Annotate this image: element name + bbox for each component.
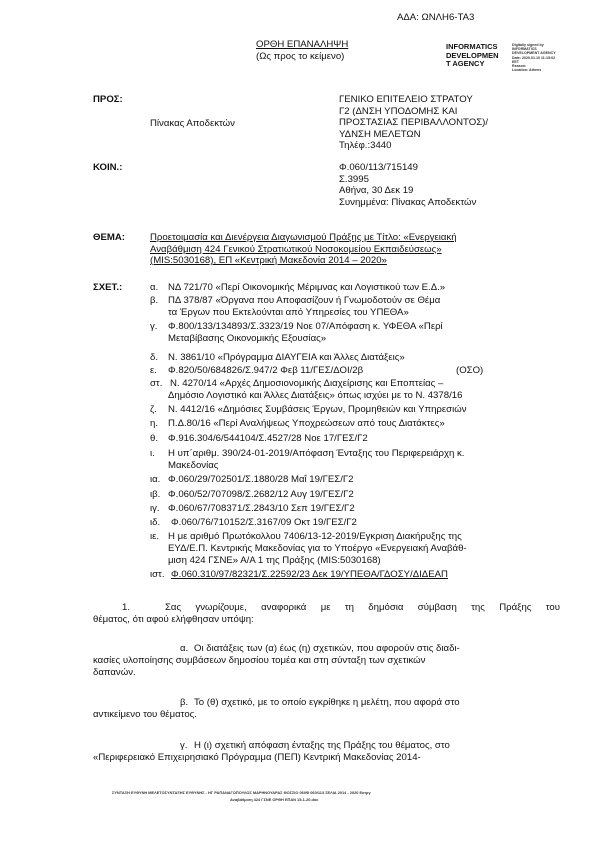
reference-text: Φ.060/29/702501/Σ.1880/28 Μαΐ 19/ΓΕΣ/Γ2 (168, 474, 354, 485)
signature-line: EET (512, 59, 519, 64)
pros-label: ΠΡΟΣ: (93, 94, 123, 105)
reference-letter: δ. (150, 352, 159, 363)
paragraph-line: «Περιφερειακό Επιχειρησιακό Πρόγραμμα (ΠΕΠ) Κεντρική Μακεδονίας 2014- (93, 752, 421, 763)
document-date: Αθήνα, 30 Δεκ 19 (339, 185, 414, 196)
signature-line: Date: 2020.01.10 11:15:02 (512, 55, 556, 60)
reference-text: Φ.060.310/97/82321/Σ.22592/23 Δεκ 19/ΥΠΕΘΑ/ΓΔΟΣΥ/ΔΙΔΕΑΠ (171, 569, 448, 580)
footer-line: ΣΥΝΤΑΞΗ ΕΥΘΥΝΗ ΜΕΛΕΤΟΣΥΝΤΑΞΗΣ ΕΥΘΥΝΗΣ - ΗΓ ΡΑΠΑΝΑΓΟΠΟΥΛΟΣ ΜΑΡΗΝΟΥΑΡΑΣ ΘΟΣΣΙΟ 060Φ 060/113 ΣΕΛΙΑ 2014 - 2020 Εκτργ (112, 790, 371, 795)
logo-line: DEVELOPMEN (446, 50, 499, 60)
logo-line: T AGENCY (446, 59, 485, 68)
koin-label: ΚΟΙΝ.: (93, 162, 123, 173)
reference-letter: ιε. (150, 531, 160, 542)
reference-letter: γ. (150, 321, 158, 332)
signature-line: Reason: (512, 64, 527, 69)
reference-text: Φ.916.304/6/544104/Σ.4527/28 Νοε 17/ΓΕΣ/Γ2 (168, 433, 368, 444)
signature-line: INFORMATICS (512, 47, 537, 52)
paragraph-line: κασίες υλοποίησης συμβάσεων δημοσίου τομέα και στη σύνταξη των σχετικών (93, 655, 426, 666)
sender-line: ΓΕΝΙΚΟ ΕΠΙΤΕΛΕΙΟ ΣΤΡΑΤΟΥ (339, 94, 473, 105)
paragraph-line: δαπανών. (93, 667, 136, 678)
reference-text: ΠΔ 378/87 «Όργανα που Αποφασίζουν ή Γνωμοδοτούν σε Θέμα (168, 295, 441, 306)
signature-line: Digitally signed by (512, 43, 544, 47)
subparagraph-letter: β. (180, 697, 189, 708)
sender-block (339, 94, 488, 152)
reference-letter: ε. (150, 365, 157, 376)
references-label: ΣΧΕΤ.: (93, 282, 123, 293)
serial-number: Σ.3995 (339, 173, 369, 185)
footer-line: Αναβάθμιση 424 ΓΣΝΕ ΟΡΘΗ ΕΠΑΝ 15-1-20.doc (230, 797, 319, 802)
reference-letter: ιστ. (150, 569, 165, 580)
subject-text (150, 232, 457, 267)
logo-line: INFORMATICS (446, 42, 498, 51)
subparagraph-letter: α. (180, 643, 189, 654)
sender-line: Γ2 (ΔΝΣΗ ΥΠΟΔΟΜΗΣ ΚΑΙ (339, 105, 458, 117)
reference-letter: ιδ. (150, 517, 161, 528)
signature-line: Location: Athens (512, 68, 542, 73)
paragraph-number: 1. (122, 602, 131, 613)
paragraph-line: Η (ι) σχετική απόφαση ένταξης της Πράξης του θέματος, στο (194, 740, 450, 751)
reference-letter: ι. (150, 448, 155, 459)
protocol-number: Φ.060/113/715149 (339, 162, 418, 173)
koin-block (339, 162, 476, 208)
reference-text: Η υπ΄αριθμ. 390/24-01-2019/Απόφαση Ένταξης του Περιφερειάρχη κ. (168, 448, 465, 459)
subject-label: ΘΕΜΑ: (93, 232, 125, 243)
reference-text: Η με αριθμό Πρωτόκολλου 7406/13-12-2019/Εγκριση Διακήρυξης της (168, 531, 462, 542)
subject-line: Αναβάθμιση 424 Γενικού Στρατιωτικού Νοσοκομείου Εκπαιδεύσεως» (150, 243, 442, 255)
reference-text: ΝΔ 721/70 «Περί Οικονομικής Μέριμνας και Λογιστικού των Ε.Δ.» (168, 282, 446, 293)
paragraph-line: Το (θ) σχετικό, με το οποίο εγκρίθηκε η μελέτη, που αφορά στο (194, 697, 460, 708)
reference-text: Φ.060/76/710152/Σ.3167/09 Οκτ 19/ΓΕΣ/Γ2 (171, 517, 357, 528)
sender-line: ΥΔΝΣΗ ΜΕΛΕΤΩΝ (339, 128, 421, 140)
paragraph-line: αντικείμενο του θέματος. (93, 709, 197, 720)
reference-letter: ζ. (150, 404, 157, 415)
reference-text: Ν. 4412/16 «Δημόσιες Συμβάσεις Έργων, Προμηθειών και Υπηρεσιών (168, 404, 467, 415)
reference-letter: στ. (150, 378, 163, 389)
reference-letter: α. (150, 282, 159, 293)
reference-text: Δημόσιο Λογιστικό και Άλλες Διατάξεις» όπως ισχύει με το Ν. 4378/16 (168, 390, 463, 401)
paragraph-line: Σας γνωρίζουμε, αναφορικά με τη δημόσια σύμβαση της Πράξης του (165, 602, 560, 613)
reference-text: τα Έργων που Εκτελούνται από Υπηρεσίες του ΥΠΕΘΑ» (168, 307, 409, 318)
correction-subtitle: (Ως προς το κείμενο) (256, 51, 345, 62)
reference-suffix: (ΟΣΟ) (456, 365, 484, 376)
reference-text: μιση 424 ΓΣΝΕ» Α/Α 1 της Πράξης (MIS:5030168) (168, 555, 381, 566)
reference-text: Φ.060/67/708371/Σ.2843/10 Σεπ 19/ΓΕΣ/Γ2 (168, 503, 355, 514)
paragraph-line: Οι διατάξεις των (α) έως (η) σχετικών, που αφορούν στις διαδι- (194, 643, 460, 654)
attachments: Συνημμένα: Πίνακας Αποδεκτών (339, 196, 477, 208)
reference-text: Μεταβίβασης Οικονομικής Εξουσίας» (168, 333, 327, 344)
reference-text: Π.Δ.80/16 «Περί Αναλήψεως Υποχρεώσεων από τους Διατάκτες» (168, 418, 445, 429)
ada-code: ΑΔΑ: ΩΝΛΗ6-ΤΑ3 (397, 12, 475, 23)
subject-line: Προετοιμασία και Διενέργεια Διαγωνισμού Πράξης με Τίτλο: «Ενεργειακή (150, 232, 457, 243)
subject-line: (MIS:5030168), ΕΠ «Κεντρική Μακεδονία 2014 – 2020» (150, 255, 387, 266)
reference-text: Φ.820/50/684826/Σ.947/2 Φεβ 11/ΓΕΣ/ΔΟΙ/2β (168, 365, 364, 376)
reference-letter: η. (150, 418, 159, 429)
subparagraph-letter: γ. (180, 740, 188, 751)
reference-letter: ιγ. (150, 503, 160, 514)
digital-signature (512, 43, 556, 72)
reference-letter: ια. (150, 474, 161, 485)
agency-logo (446, 43, 499, 69)
reference-letter: θ. (150, 433, 159, 444)
reference-text: Φ.800/133/134893/Σ.3323/19 Νοε 07/Απόφαση κ. ΥΦΕΘΑ «Περί (168, 321, 443, 332)
recipients-label: Πίνακας Αποδεκτών (150, 118, 235, 129)
reference-text: ΕΥΔ/Ε.Π. Κεντρικής Μακεδονίας για το Υποέργο «Ενεργειακή Αναβάθ- (168, 543, 467, 554)
reference-text: Ν. 4270/14 «Αρχές Δημοσιονομικής Διαχείρισης και Εποπτείας – (170, 378, 444, 389)
signature-line: DEVELOPMENT AGENCY (512, 51, 556, 56)
sender-line: ΠΡΟΣΤΑΣΙΑΣ ΠΕΡΙΒΑΛΛΟΝΤΟΣ)/ (339, 117, 488, 128)
reference-letter: β. (150, 295, 159, 306)
paragraph-line: θέματος, ότι αφού ελήφθησαν υπόψη: (93, 614, 254, 625)
reference-text: Ν. 3861/10 «Πρόγραμμα ΔΙΑΥΓΕΙΑ και Άλλες Διατάξεις» (168, 352, 405, 363)
sender-line: Τηλέφ.:3440 (339, 140, 392, 151)
reference-letter: ιβ. (150, 489, 161, 500)
correction-title: ΟΡΘΗ ΕΠΑΝΑΛΗΨΗ (256, 39, 349, 50)
reference-text: Μακεδονίας (168, 460, 219, 471)
reference-text: Φ.060/52/707098/Σ.2682/12 Αυγ 19/ΓΕΣ/Γ2 (168, 489, 354, 500)
